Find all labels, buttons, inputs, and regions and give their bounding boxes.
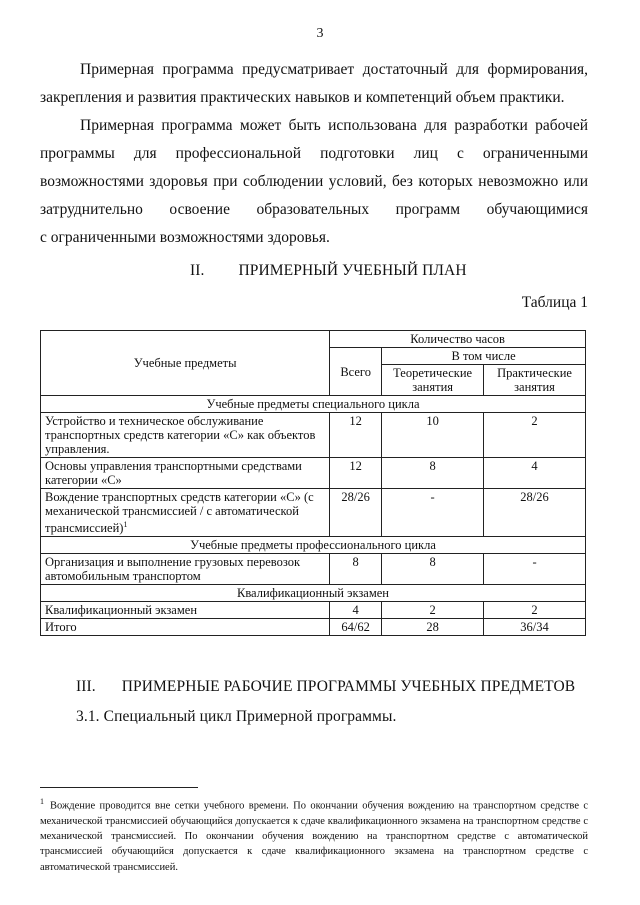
- hours-theory: 10: [382, 413, 484, 458]
- hours-theory: 8: [382, 554, 484, 585]
- subject-name: Квалификационный экзамен: [41, 602, 330, 619]
- paragraph-2-line: затруднительно освоение образовательных программ обучающимися: [40, 201, 588, 218]
- footnote-divider: [40, 787, 198, 788]
- paragraph-2-line: Примерная программа может быть использована для разработки рабочей: [80, 117, 588, 134]
- header-hours: Количество часов: [330, 331, 586, 348]
- hours-theory: -: [382, 489, 484, 537]
- hours-practice: 2: [484, 413, 586, 458]
- table-section-row: [41, 585, 586, 602]
- hours-total: 12: [330, 413, 382, 458]
- hours-total: 28/26: [330, 489, 382, 537]
- header-total: Всего: [330, 348, 382, 396]
- table-caption: Таблица 1: [521, 294, 588, 311]
- hours-practice: 36/34: [484, 619, 586, 636]
- page-number: 3: [316, 26, 324, 41]
- paragraph-2: [40, 112, 588, 252]
- hours-theory: 8: [382, 458, 484, 489]
- section-3-number: III.: [76, 678, 96, 695]
- section-3-heading: [76, 678, 575, 696]
- hours-practice: 28/26: [484, 489, 586, 537]
- table-header-row: [41, 331, 586, 348]
- footnote-mark: 1: [40, 797, 44, 806]
- table-total-row: [41, 619, 586, 636]
- header-including: В том числе: [382, 348, 586, 365]
- section-professional: Учебные предметы профессионального цикла: [41, 537, 586, 554]
- curriculum-table: [40, 330, 586, 636]
- hours-practice: 2: [484, 602, 586, 619]
- footnote-reference: 1: [123, 520, 128, 529]
- hours-total: 4: [330, 602, 382, 619]
- section-3-title: ПРИМЕРНЫЕ РАБОЧИЕ ПРОГРАММЫ УЧЕБНЫХ ПРЕДМЕТОВ: [121, 678, 576, 695]
- footnote: [40, 794, 588, 875]
- paragraph-2-line: с ограниченными возможностями здоровья.: [40, 229, 330, 246]
- table-section-row: [41, 537, 586, 554]
- total-label: Итого: [41, 619, 330, 636]
- subject-name: Вождение транспортных средств категории «С» (с механической трансмиссией / с автоматической трансмиссией): [45, 490, 314, 536]
- header-subjects: Учебные предметы: [41, 331, 330, 396]
- hours-total: 64/62: [330, 619, 382, 636]
- table-row: [41, 458, 586, 489]
- section-2-title: ПРИМЕРНЫЙ УЧЕБНЫЙ ПЛАН: [238, 262, 467, 279]
- subsection-heading: 3.1. Специальный цикл Примерной программы.: [76, 708, 397, 725]
- paragraph-2-line: программы для профессиональной подготовки лиц с ограниченными: [40, 145, 588, 162]
- table-row: [41, 554, 586, 585]
- hours-practice: 4: [484, 458, 586, 489]
- hours-practice: -: [484, 554, 586, 585]
- section-2-number: II.: [190, 262, 205, 279]
- table-row: [41, 413, 586, 458]
- subject-name-cell: [41, 489, 330, 537]
- footnote-text: Вождение проводится вне сетки учебного времени. По окончании обучения вождению на транспортном средстве с механической трансмиссией обучающийся допускается к сдаче квалификационного экзамена на транспортном средстве с механической трансмиссией. По окончании обучения вождению на транспортном средстве с автоматической трансмиссией обучающийся допускается к сдаче квалификационного экзамена на транспортном средстве с автоматической трансмиссией.: [40, 800, 588, 873]
- section-special: Учебные предметы специального цикла: [41, 396, 586, 413]
- hours-total: 8: [330, 554, 382, 585]
- header-theory: Теоретические занятия: [382, 365, 484, 396]
- subject-name: Устройство и техническое обслуживание транспортных средств категории «С» как объектов управления.: [41, 413, 330, 458]
- table-row: [41, 602, 586, 619]
- table-row: [41, 489, 586, 537]
- paragraph-1: [40, 56, 588, 112]
- header-practice: Практические занятия: [484, 365, 586, 396]
- section-exam: Квалификационный экзамен: [41, 585, 586, 602]
- table-section-row: [41, 396, 586, 413]
- paragraph-1-line: Примерная программа предусматривает достаточный для формирования,: [80, 61, 588, 78]
- subject-name: Основы управления транспортными средствами категории «С»: [41, 458, 330, 489]
- paragraph-2-line: возможностями здоровья при соблюдении условий, без которых невозможно или: [40, 173, 588, 190]
- hours-theory: 28: [382, 619, 484, 636]
- paragraph-1-line: закрепления и развития практических навыков и компетенций объем практики.: [40, 89, 565, 106]
- section-2-heading: [190, 262, 467, 280]
- subject-name: Организация и выполнение грузовых перевозок автомобильным транспортом: [41, 554, 330, 585]
- hours-theory: 2: [382, 602, 484, 619]
- hours-total: 12: [330, 458, 382, 489]
